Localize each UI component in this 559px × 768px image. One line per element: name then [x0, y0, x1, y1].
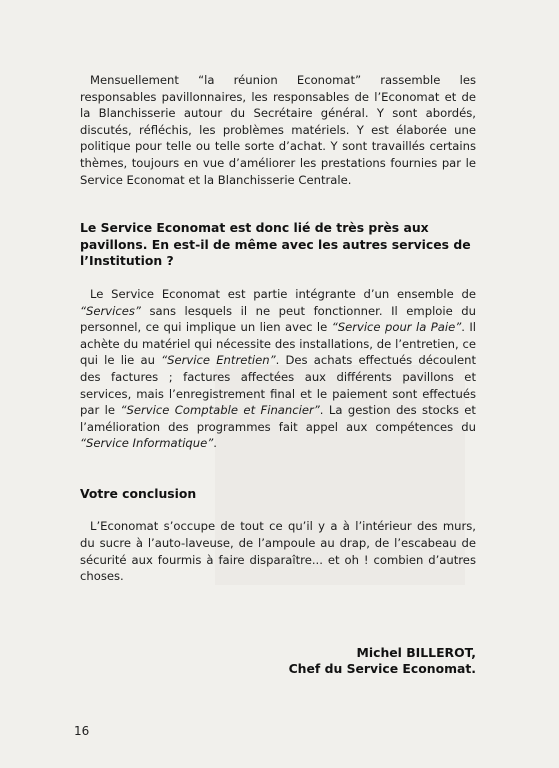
- emphasis-service-informatique: “Service Informatique”: [80, 436, 214, 451]
- paragraph-services: [80, 286, 476, 452]
- text-run: Le Service Economat est partie intégrante d’un ensemble de: [90, 286, 476, 301]
- emphasis-service-paie: “Service pour la Paie”: [331, 320, 462, 335]
- signature-name: Michel BILLEROT,: [356, 644, 476, 660]
- emphasis-services: “Services”: [80, 303, 141, 318]
- conclusion-heading: Votre conclusion: [80, 485, 197, 501]
- page-number: 16: [74, 724, 90, 738]
- text-run: .: [213, 436, 217, 451]
- text-run: . La gestion des stocks et l’amélioration des programmes fait appel aux compétences du: [80, 403, 476, 434]
- signature-title: Chef du Service Economat.: [288, 661, 476, 677]
- paragraph-conclusion: L’Economat s’occupe de tout ce qu’il y a à l’intérieur des murs, du sucre à l’auto-laveuse, de l’ampoule au drap, de l’escabeau de sécurité aux fourmis à faire disparaître... et oh ! combien d’autres choses.: [80, 519, 476, 584]
- text-run: sans lesquels il ne peut fonctionner. Il emploie du personnel, ce qui implique un lien avec le: [80, 303, 476, 335]
- emphasis-service-entretien: “Service Entretien”: [161, 353, 276, 368]
- paragraph-reunion-economat: Mensuellement “la réunion Economat” rassemble les responsables pavillonnaires, les responsables de l’Economat et de la Blanchisserie autour du Secrétaire général. Y sont abordés, discutés, réfléchis, les problèmes matériels. Y est élaborée une politique pour telle ou telle sorte d’achat. Y sont travaillés certains thèmes, toujours en vue d’améliorer les prestations fournies par le Service Economat et la Blanchisserie Centrale.: [80, 73, 476, 187]
- text-run: . Des achats effectués découlent des factures ; factures affectées aux différents pavillons et services, mais l’enregistrement final et le paiement sont effectués par le: [80, 353, 476, 418]
- article-body: [80, 72, 476, 678]
- emphasis-service-comptable: “Service Comptable et Financier”: [120, 403, 320, 418]
- signature-block: [80, 645, 476, 678]
- question-heading: Le Service Economat est donc lié de très près aux pavillons. En est-il de même avec les autres services de l’Institution ?: [80, 220, 471, 269]
- text-run: . Il achète du matériel qui nécessite des installations, de l’entretien, ce qui le lie au: [80, 320, 477, 368]
